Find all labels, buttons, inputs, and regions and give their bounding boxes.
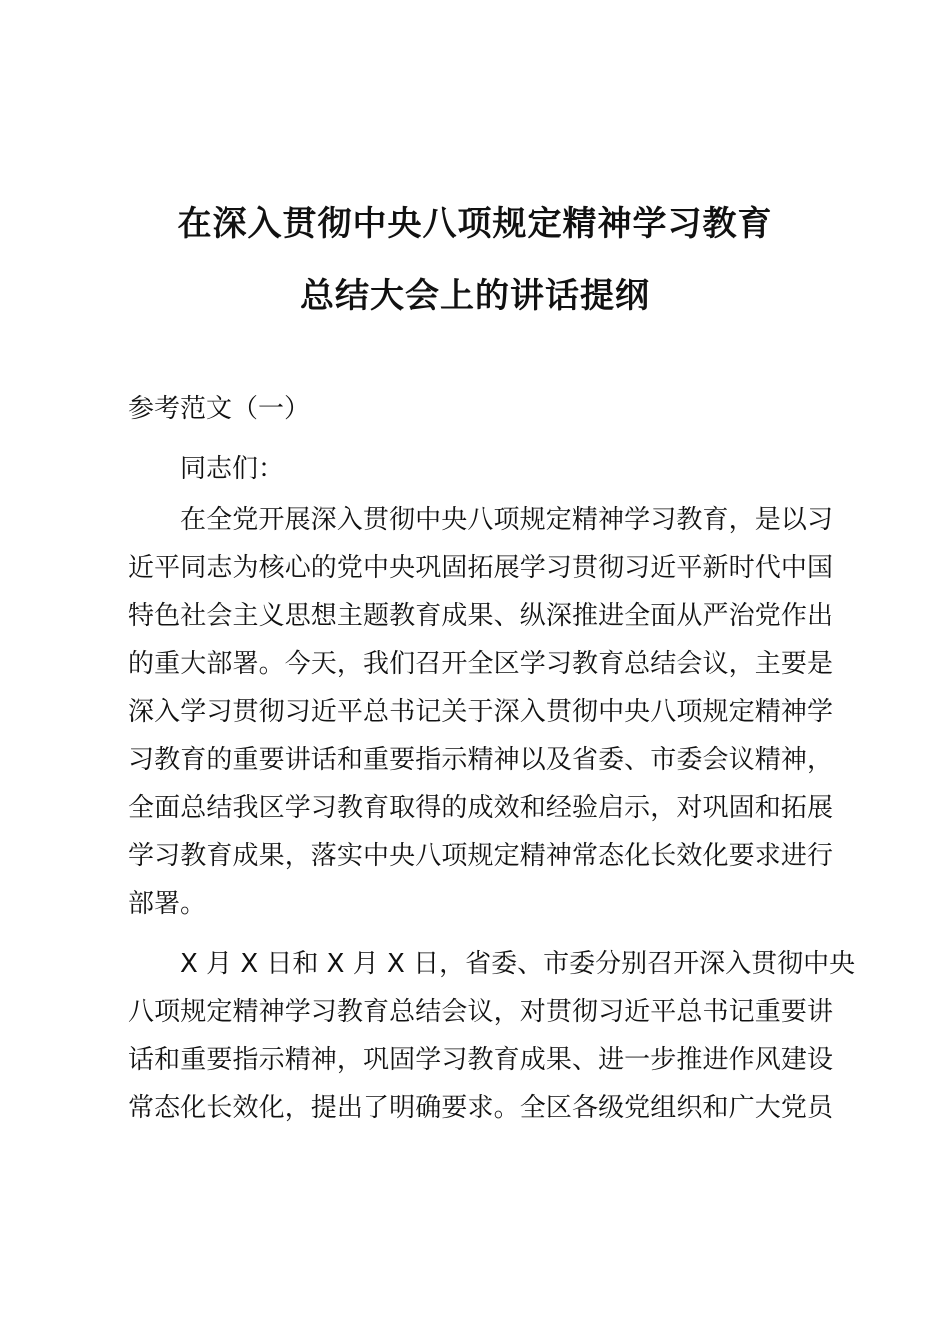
paragraph-2-line: 常态化长效化，提出了明确要求。全区各级党组织和广大党员 — [128, 1093, 833, 1123]
paragraph-1-line: 习教育的重要讲话和重要指示精神以及省委、市委会议精神， — [128, 745, 833, 775]
paragraph-2-line: X 月 X 日和 X 月 X 日，省委、市委分别召开深入贯彻中央 — [180, 949, 856, 979]
document-title-line-2: 总结大会上的讲话提纲 — [300, 276, 650, 316]
paragraph-1-line: 在全党开展深入贯彻中央八项规定精神学习教育，是以习 — [180, 505, 833, 535]
paragraph-1-line: 部署。 — [128, 889, 207, 919]
paragraph-1-line: 的重大部署。今天，我们召开全区学习教育总结会议，主要是 — [128, 649, 833, 679]
document-title-line-1: 在深入贯彻中央八项规定精神学习教育 — [177, 204, 773, 244]
paragraph-1-line: 学习教育成果，落实中央八项规定精神常态化长效化要求进行 — [128, 841, 833, 871]
paragraph-2-line: 话和重要指示精神，巩固学习教育成果、进一步推进作风建设 — [128, 1045, 833, 1075]
paragraph-1-line: 全面总结我区学习教育取得的成效和经验启示，对巩固和拓展 — [128, 793, 833, 823]
paragraph-2-line: 八项规定精神学习教育总结会议，对贯彻习近平总书记重要讲 — [128, 997, 833, 1027]
salutation: 同志们： — [180, 454, 285, 484]
section-label: 参考范文（一） — [128, 394, 311, 424]
paragraph-1-line: 深入学习贯彻习近平总书记关于深入贯彻中央八项规定精神学 — [128, 697, 833, 727]
paragraph-1-line: 特色社会主义思想主题教育成果、纵深推进全面从严治党作出 — [128, 601, 833, 631]
paragraph-1-line: 近平同志为核心的党中央巩固拓展学习贯彻习近平新时代中国 — [128, 553, 833, 583]
